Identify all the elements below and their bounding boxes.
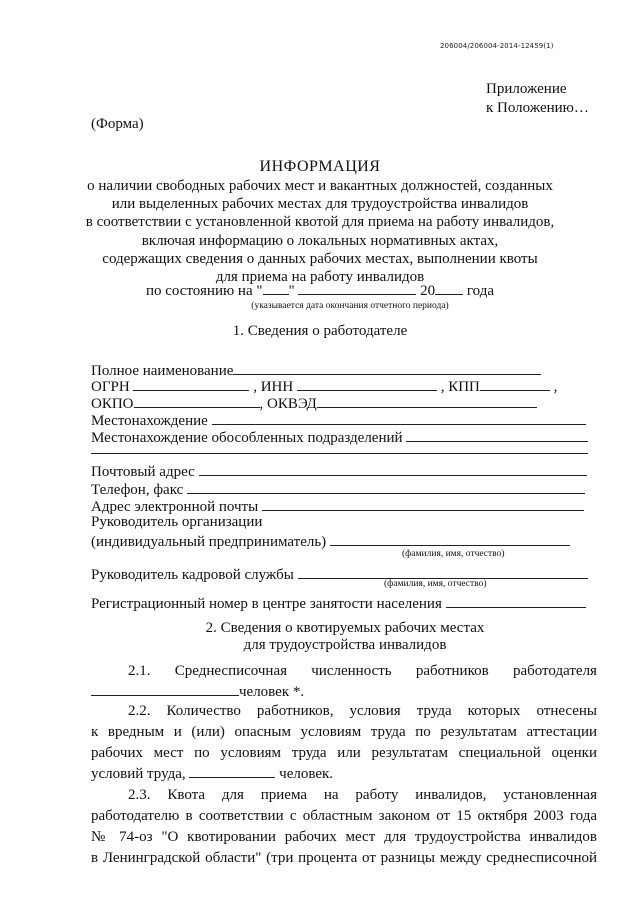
- document-title: ИНФОРМАЦИЯ: [259, 158, 381, 175]
- p22-line-2: к вредным и (или) опасным условиям труда по результатам аттестации: [91, 724, 597, 740]
- inn-label: , ИНН: [253, 379, 294, 395]
- section-2-heading-line-1: 2. Сведения о квотируемых рабочих местах: [205, 620, 485, 636]
- as-of-quote: ": [288, 283, 295, 299]
- appendix-reference: [486, 80, 589, 118]
- hr-head-fio-field[interactable]: [298, 565, 588, 579]
- year-field[interactable]: [435, 281, 463, 295]
- month-field[interactable]: [298, 281, 416, 295]
- p21-word-4: работодателя: [512, 663, 597, 679]
- subtitle-line-2: или выделенных рабочих местах для трудоустройства инвалидов: [111, 196, 529, 213]
- okved-field[interactable]: [317, 394, 537, 408]
- p21-word-2: численность: [311, 663, 392, 679]
- subtitle-line-3: в соответствии с установленной квотой для приема на работу инвалидов,: [85, 214, 555, 231]
- as-of-note: (указывается дата окончания отчетного периода): [251, 301, 449, 311]
- hr-head-row: [91, 565, 588, 584]
- subtitle-line-1: о наличии свободных рабочих мест и вакантных должностей, созданных: [87, 178, 553, 194]
- section-2-heading: [0, 620, 640, 654]
- subtitle-line-4: включая информацию о локальных нормативных актах,: [141, 232, 499, 249]
- email-field[interactable]: [262, 497, 584, 511]
- year-prefix: 20: [420, 283, 436, 299]
- head-label-line-1: Руководитель организации: [91, 514, 263, 530]
- p21-number: 2.1.: [128, 663, 151, 679]
- reg-number-row: [91, 594, 586, 613]
- p21-line-2: [91, 682, 597, 703]
- head-fio-note: (фамилия, имя, отчество): [402, 549, 505, 559]
- day-field[interactable]: [263, 281, 289, 295]
- p22-line-4-b: человек.: [279, 766, 334, 782]
- as-of-date-line: [0, 281, 640, 300]
- kpp-field[interactable]: [480, 377, 550, 391]
- reg-number-field[interactable]: [446, 594, 586, 608]
- postal-row: [91, 462, 587, 481]
- p22-line-4: [91, 764, 597, 785]
- full-name-label: Полное наименование: [91, 363, 234, 379]
- kpp-trailing-comma: ,: [553, 379, 558, 395]
- p21-word-1: Среднесписочная: [174, 663, 288, 679]
- branches-continuation-line[interactable]: [91, 453, 588, 454]
- hr-fio-note: (фамилия, имя, отчество): [384, 579, 487, 589]
- kpp-label: , КПП: [440, 379, 480, 395]
- as-of-prefix: по состоянию на ": [145, 283, 263, 299]
- section-2-heading-line-2: для трудоустройства инвалидов: [243, 637, 447, 653]
- ogrn-label: ОГРН: [91, 379, 130, 395]
- location-label: Местонахождение: [91, 413, 208, 429]
- document-subtitle: [0, 177, 640, 286]
- p21-tail: человек *.: [239, 684, 305, 700]
- okpo-label: ОКПО: [91, 396, 134, 412]
- appendix-line-2: к Положению…: [486, 100, 589, 116]
- branches-field[interactable]: [406, 428, 588, 442]
- head-fio-field[interactable]: [330, 532, 570, 546]
- paragraph-2-2: [91, 701, 597, 785]
- p22-line-4-a: условий труда,: [91, 766, 186, 782]
- hr-head-label: Руководитель кадровой службы: [91, 567, 294, 583]
- p21-line-1: [91, 661, 597, 682]
- ogrn-field[interactable]: [133, 377, 249, 391]
- hazardous-count-field[interactable]: [189, 764, 275, 778]
- okpo-field[interactable]: [134, 394, 260, 408]
- paragraph-2-3: [91, 785, 597, 869]
- p22-line-1: 2.2. Количество работников, условия труда которых отнесены: [128, 703, 597, 719]
- p23-line-1: 2.3. Квота для приема на работу инвалидов, установленная: [128, 787, 597, 803]
- phone-label: Телефон, факс: [91, 482, 184, 498]
- inn-field[interactable]: [297, 377, 437, 391]
- phone-field[interactable]: [187, 480, 585, 494]
- location-field[interactable]: [212, 411, 586, 425]
- subtitle-line-6: для приема на работу инвалидов: [215, 269, 425, 286]
- full-name-field[interactable]: [233, 361, 541, 375]
- p21-word-3: работников: [415, 663, 489, 679]
- head-label-line-2: (индивидуальный предприниматель): [91, 534, 327, 550]
- headcount-field[interactable]: [91, 682, 239, 696]
- as-of-suffix: года: [466, 283, 495, 299]
- subtitle-line-5: содержащих сведения о данных рабочих местах, выполнении квоты: [102, 250, 538, 267]
- okved-label: , ОКВЭД: [259, 396, 317, 412]
- branches-label: Местонахождение обособленных подразделений: [91, 430, 403, 446]
- p23-line-3: № 74-оз "О квотировании рабочих мест для трудоустройства инвалидов: [91, 829, 597, 845]
- section-1-heading: 1. Сведения о работодателе: [232, 323, 408, 339]
- branches-row: [91, 428, 588, 447]
- p23-line-2: работодателю в соответствии с областным законом от 15 октября 2003 года: [91, 808, 597, 824]
- postal-field[interactable]: [199, 462, 587, 476]
- email-label: Адрес электронной почты: [91, 499, 259, 515]
- reg-number-label: Регистрационный номер в центре занятости населения: [91, 596, 442, 612]
- form-label: (Форма): [91, 116, 144, 132]
- document-id: 206004/206004-2014-12459(1): [440, 42, 554, 50]
- p22-line-3: рабочих мест по условиям труда или результатам специальной оценки: [91, 745, 597, 761]
- postal-label: Почтовый адрес: [91, 464, 195, 480]
- p23-line-4: в Ленинградской области" (три процента от разницы между среднесписочной: [91, 850, 597, 866]
- appendix-line-1: Приложение: [486, 81, 567, 97]
- paragraph-2-1: [91, 661, 597, 703]
